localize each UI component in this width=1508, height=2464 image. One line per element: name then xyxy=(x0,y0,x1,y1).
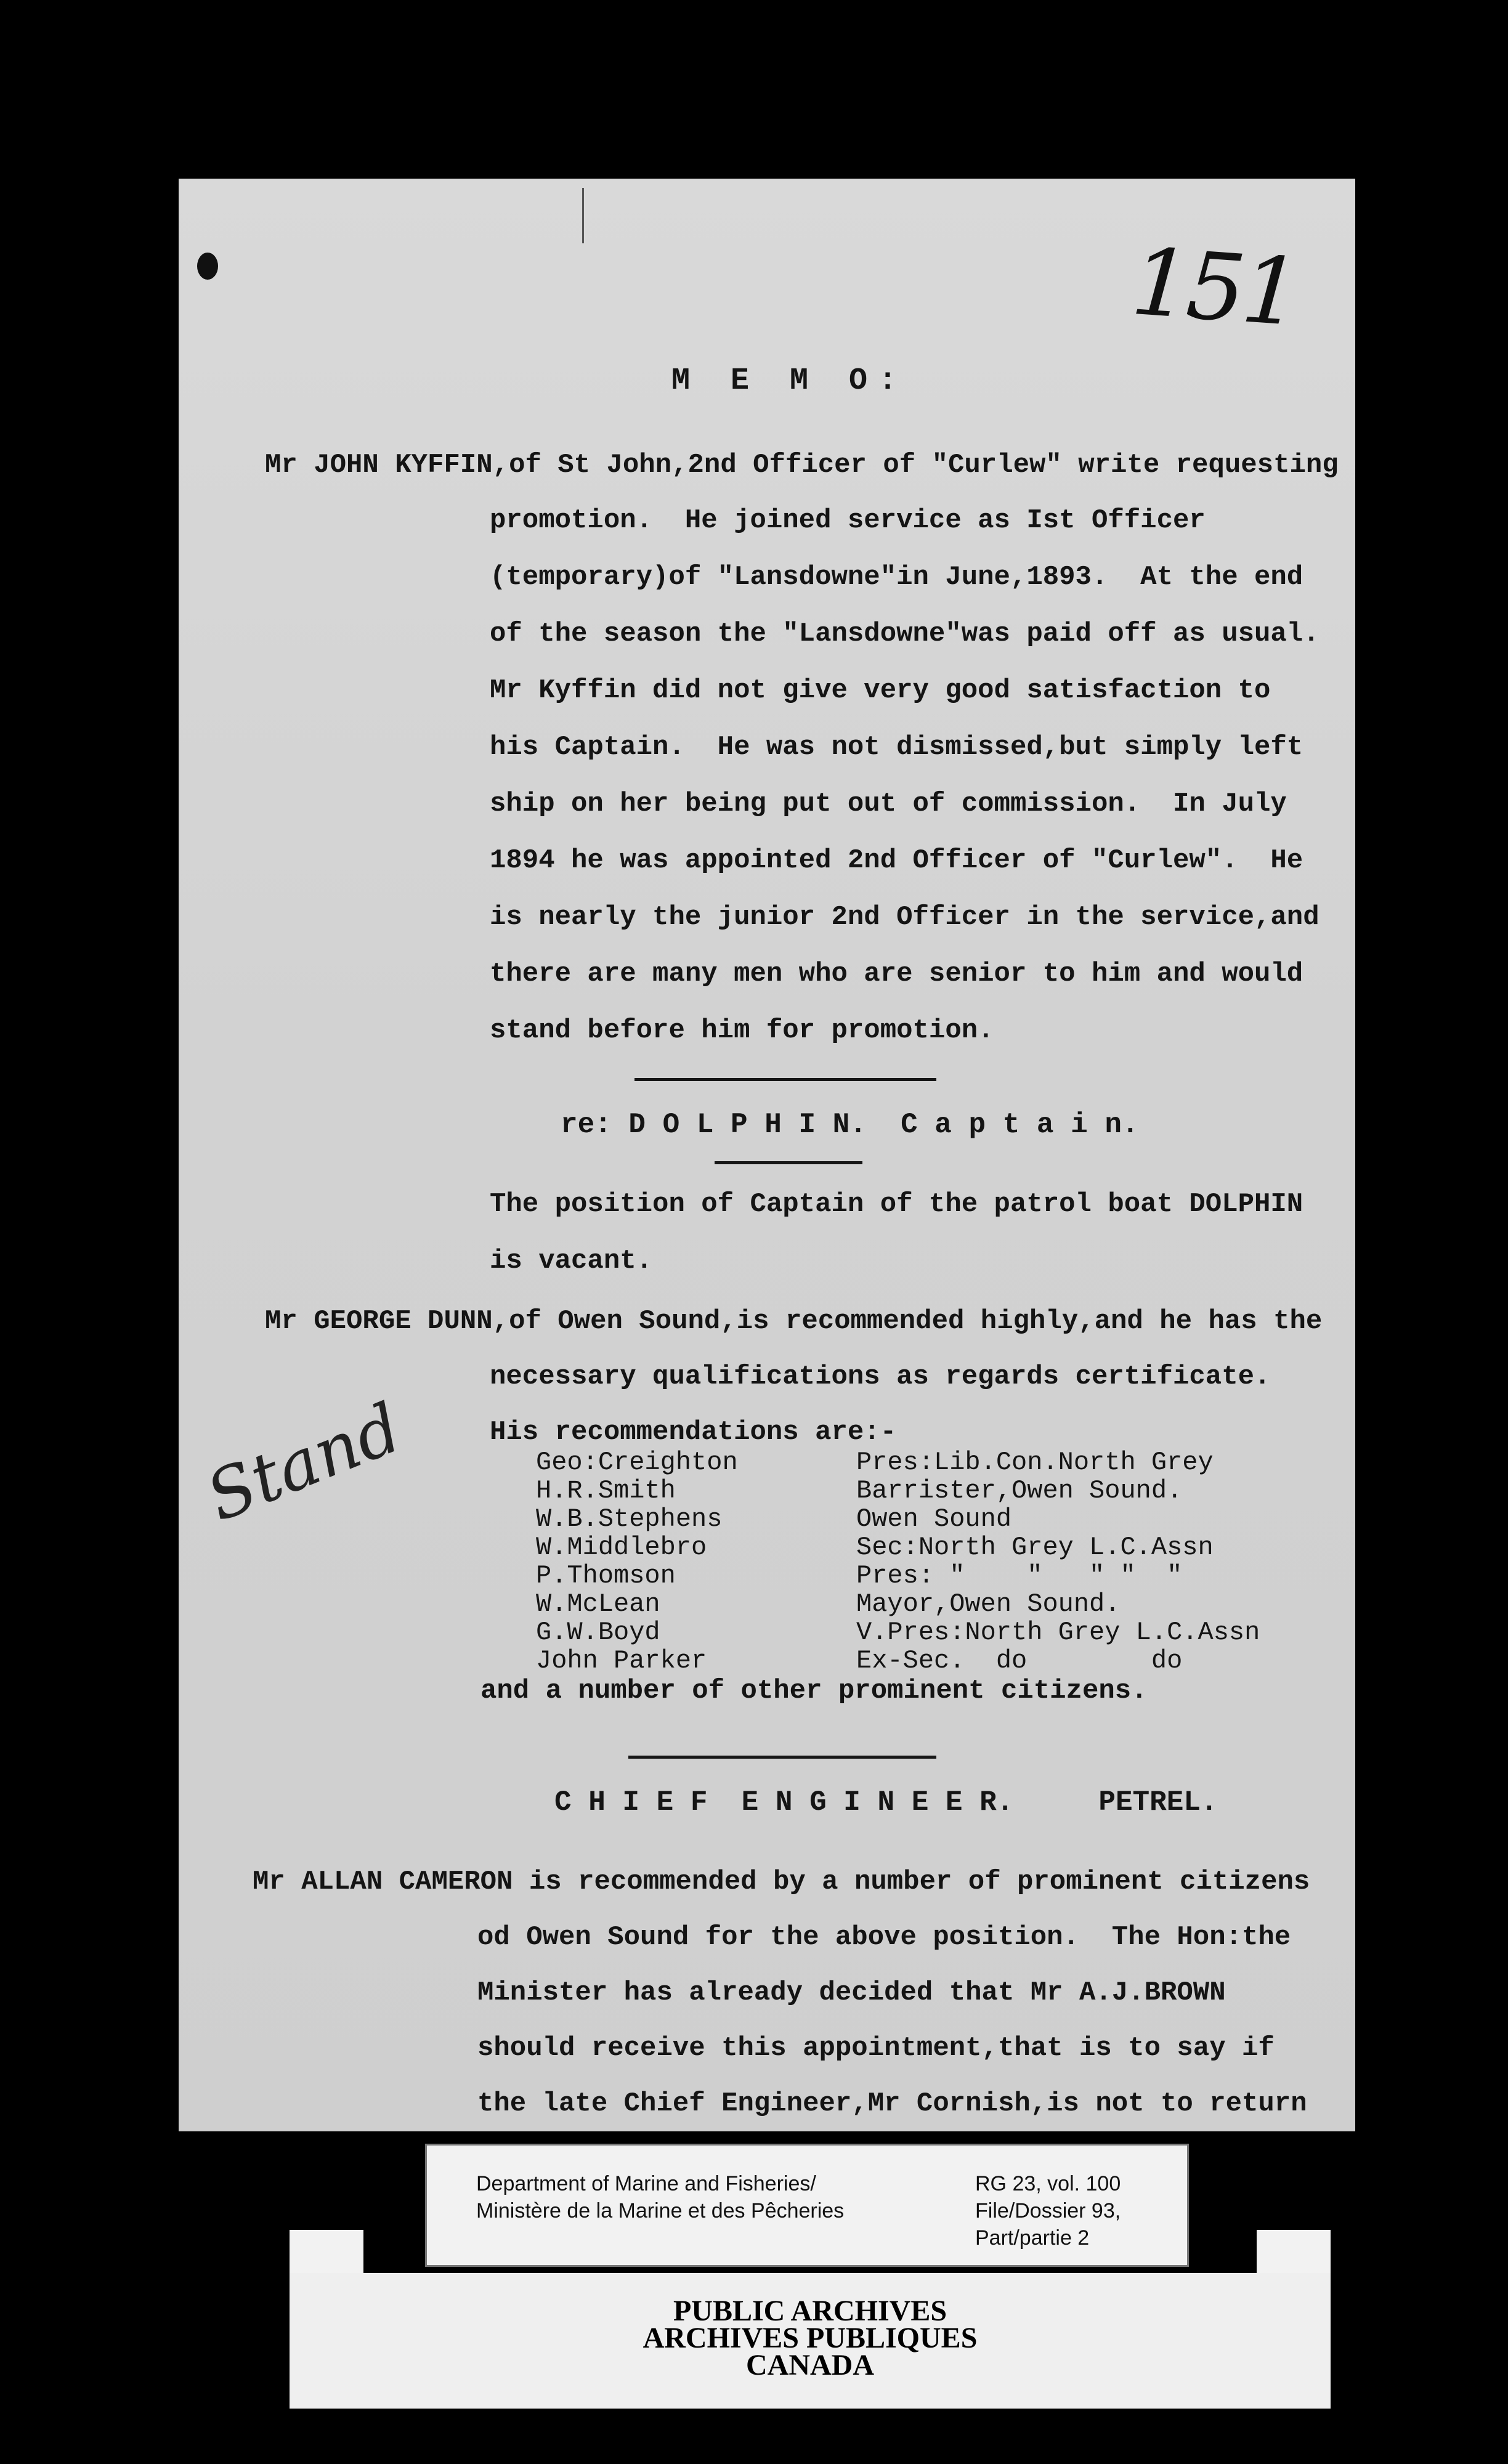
file-dossier: File/Dossier 93, xyxy=(975,2199,1121,2223)
recommender-role: Ex-Sec. do do xyxy=(856,1646,1183,1676)
recommender-role: Pres:Lib.Con.North Grey xyxy=(856,1448,1214,1477)
recommender-role: Sec:North Grey L.C.Assn xyxy=(856,1533,1214,1562)
dept-french: Ministère de la Marine et des Pêcheries xyxy=(476,2199,845,2223)
memo-title: M E M O: xyxy=(671,363,909,399)
record-group: RG 23, vol. 100 xyxy=(975,2172,1121,2195)
punch-hole xyxy=(197,253,218,280)
chief-engineer-heading: C H I E F E N G I N E E R. PETREL. xyxy=(554,1786,1218,1818)
section3-line: Minister has already decided that Mr A.J.BROWN xyxy=(477,1977,1226,2008)
public-archives-canada: CANADA xyxy=(746,2349,874,2381)
para1-line: ship on her being put out of commission. In July xyxy=(490,788,1287,819)
section2-line: The position of Captain of the patrol boat DOLPHIN xyxy=(490,1189,1303,1220)
recommender-role: Mayor,Owen Sound. xyxy=(856,1589,1121,1619)
dolphin-heading: re: D O L P H I N. C a p t a i n. xyxy=(561,1109,1139,1141)
label-tab-left xyxy=(290,2230,363,2279)
public-archives-en: PUBLIC ARCHIVES xyxy=(673,2295,947,2327)
recommender-name: Geo:Creighton xyxy=(536,1448,738,1477)
divider xyxy=(715,1161,862,1164)
folio-number: 151 xyxy=(1127,228,1300,347)
recommendations-closing: and a number of other prominent citizens. xyxy=(480,1676,1148,1706)
para1-line: Mr Kyffin did not give very good satisfaction to xyxy=(490,675,1271,706)
divider xyxy=(634,1078,936,1081)
memo-page xyxy=(179,179,1355,2131)
para1-line: is nearly the junior 2nd Officer in the service,and xyxy=(490,902,1320,933)
recommender-name: John Parker xyxy=(536,1646,707,1676)
section2-lead-cont: necessary qualifications as regards certificate. xyxy=(490,1361,1271,1392)
recommender-name: W.Middlebro xyxy=(536,1533,707,1562)
recommendations-intro: His recommendations are:- xyxy=(490,1417,897,1448)
recommender-name: H.R.Smith xyxy=(536,1476,676,1506)
recommender-name: W.McLean xyxy=(536,1589,660,1619)
section3-line: od Owen Sound for the above position. The Hon:the xyxy=(477,1922,1291,1953)
label-tab-right xyxy=(1257,2230,1331,2279)
para1-line: his Captain. He was not dismissed,but simply left xyxy=(490,732,1303,763)
divider xyxy=(628,1756,936,1759)
part-partie: Part/partie 2 xyxy=(975,2226,1090,2250)
para1-line: promotion. He joined service as Ist Officer xyxy=(490,505,1206,536)
para1-line: there are many men who are senior to him and would xyxy=(490,958,1303,989)
section3-line: the late Chief Engineer,Mr Cornish,is not to return xyxy=(477,2088,1307,2119)
pencil-mark xyxy=(582,188,584,243)
recommender-role: Barrister,Owen Sound. xyxy=(856,1476,1183,1506)
recommender-name: P.Thomson xyxy=(536,1561,676,1591)
archive-reference-label xyxy=(425,2144,1189,2267)
section2-lead: Mr GEORGE DUNN,of Owen Sound,is recommended highly,and he has the xyxy=(265,1306,1323,1337)
para1-line: stand before him for promotion. xyxy=(490,1015,994,1046)
dept-english: Department of Marine and Fisheries/ xyxy=(476,2172,816,2195)
public-archives-stamp xyxy=(290,2273,1331,2409)
recommender-role: Pres: " " " " " xyxy=(856,1561,1183,1591)
para1-line: of the season the "Lansdowne"was paid off as usual. xyxy=(490,618,1320,649)
para1-lead: Mr JOHN KYFFIN,of St John,2nd Officer of "Curlew" write requesting xyxy=(265,450,1339,480)
recommender-name: W.B.Stephens xyxy=(536,1504,723,1534)
para1-line: 1894 he was appointed 2nd Officer of "Curlew". He xyxy=(490,845,1303,876)
recommender-name: G.W.Boyd xyxy=(536,1618,660,1647)
para1-line: (temporary)of "Lansdowne"in June,1893. At the end xyxy=(490,562,1303,593)
recommender-role: Owen Sound xyxy=(856,1504,1012,1534)
margin-note: Stand xyxy=(195,1388,412,1537)
section2-line: is vacant. xyxy=(490,1246,653,1276)
section3-line: should receive this appointment,that is to say if xyxy=(477,2033,1275,2064)
recommender-role: V.Pres:North Grey L.C.Assn xyxy=(856,1618,1260,1647)
public-archives-fr: ARCHIVES PUBLIQUES xyxy=(643,2322,978,2354)
section3-lead: Mr ALLAN CAMERON is recommended by a number of prominent citizens xyxy=(253,1866,1310,1897)
